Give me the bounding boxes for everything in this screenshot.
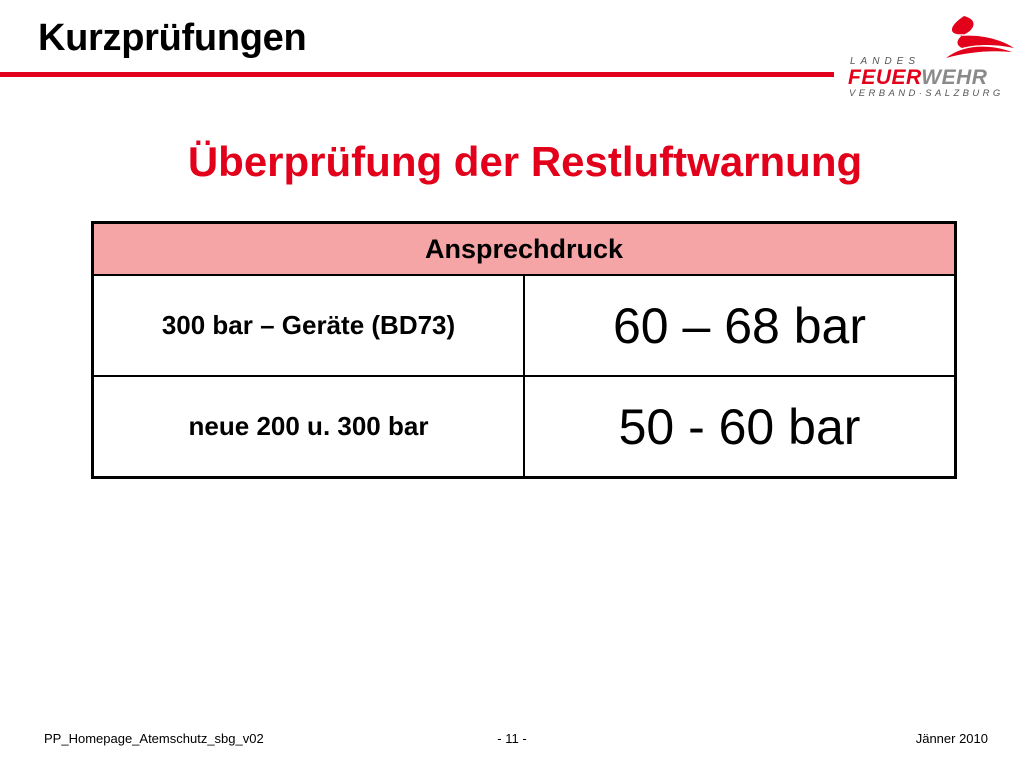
pressure-table xyxy=(91,221,957,479)
table-header-row xyxy=(93,223,956,276)
device-cell: neue 200 u. 300 bar xyxy=(93,376,525,478)
logo-text-landes: LANDES xyxy=(850,56,921,67)
logo-text-feuer: FEUER xyxy=(848,66,922,89)
section-heading: Überprüfung der Restluftwarnung xyxy=(187,138,863,185)
device-cell: 300 bar – Geräte (BD73) xyxy=(93,275,525,376)
logo-text-wehr: WEHR xyxy=(921,66,988,89)
title-divider xyxy=(0,72,834,77)
table-row xyxy=(93,376,956,478)
footer-page-number: - 11 - xyxy=(497,731,527,746)
feuerwehr-logo xyxy=(846,14,1016,104)
table-row xyxy=(93,275,956,376)
table-header: Ansprechdruck xyxy=(93,223,956,276)
logo-text-feuerwehr xyxy=(848,66,987,90)
pressure-cell: 50 - 60 bar xyxy=(524,376,956,478)
footer-date: Jänner 2010 xyxy=(915,731,988,746)
pressure-cell: 60 – 68 bar xyxy=(524,275,956,376)
logo-text-verband: VERBAND·SALZBURG xyxy=(849,88,1004,99)
slide-title: Kurzprüfungen xyxy=(38,17,307,59)
flame-swoosh-icon xyxy=(924,14,1016,62)
footer-filename: PP_Homepage_Atemschutz_sbg_v02 xyxy=(44,731,264,746)
